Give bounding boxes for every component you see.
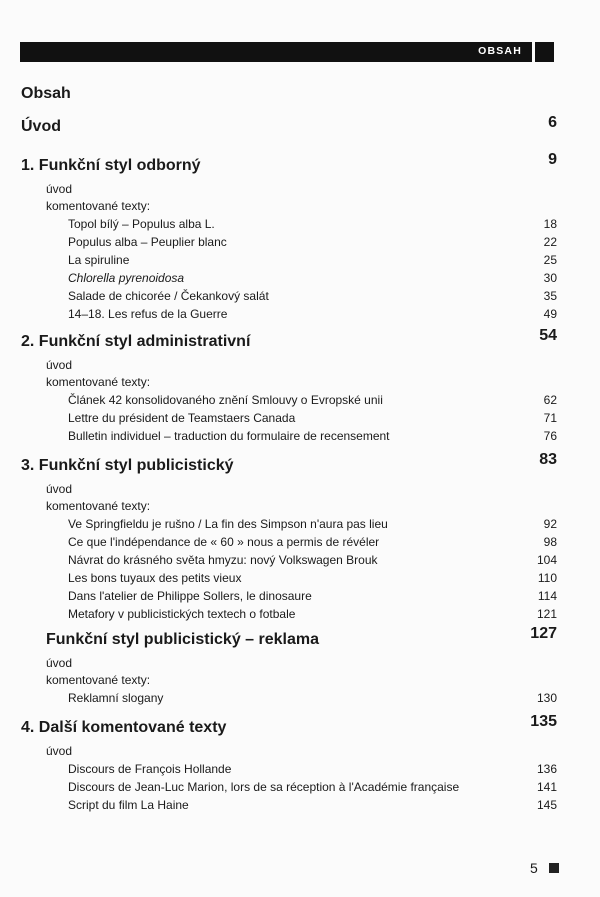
list-item: Script du film La Haine 145 [68,798,557,812]
list-item: Návrat do krásného světa hmyzu: nový Volkswagen Brouk 104 [68,553,557,567]
chapter-page: 54 [539,327,557,344]
running-header-label: OBSAH [478,45,522,57]
list-item: Reklamní slogany 130 [68,691,557,705]
running-header-bar [20,42,532,62]
list-item: Bulletin individuel – traduction du formulaire de recensement 76 [68,429,557,443]
toc-entry-intro-title: Úvod [21,118,61,135]
list-item: Discours de Jean-Luc Marion, lors de sa réception à l'Académie française 141 [68,780,557,794]
intro-label: úvod [46,358,73,372]
list-item: Ce que l'indépendance de « 60 » nous a permis de révéler 98 [68,535,557,549]
list-item: 14–18. Les refus de la Guerre 49 [68,307,557,321]
list-item: Salade de chicorée / Čekankový salát 35 [68,289,557,303]
chapter-title: 4. Další komentované texty [21,719,227,736]
list-item: Populus alba – Peuplier blanc 22 [68,235,557,249]
list-item: Les bons tuyaux des petits vieux 110 [68,571,557,585]
list-item: Lettre du président de Teamstaers Canada 71 [68,411,557,425]
texts-label: komentované texty: [46,375,151,389]
chapter-page: 127 [530,625,557,642]
chapter-page: 135 [530,713,557,730]
footer-square-marker [549,863,559,873]
chapter-title: 2. Funkční styl administrativní [21,333,251,350]
list-item: Discours de François Hollande 136 [68,762,557,776]
chapter-title: 3. Funkční styl publicistický [21,457,234,474]
toc-heading: Obsah [21,85,71,102]
intro-label: úvod [46,744,73,758]
list-item: Metafory v publicistických textech o fotbale 121 [68,607,557,621]
chapter-title: 1. Funkční styl odborný [21,157,201,174]
list-item: Chlorella pyrenoidosa 30 [68,271,557,285]
intro-label: úvod [46,482,73,496]
chapter-4 [21,713,557,814]
list-item: Ve Springfieldu je rušno / La fin des Simpson n'aura pas lieu 92 [68,517,557,531]
list-item: La spiruline 25 [68,253,557,267]
toc-entry-intro [21,114,557,140]
chapter-page: 83 [539,451,557,468]
texts-label: komentované texty: [46,673,151,687]
list-item: Dans l'atelier de Philippe Sollers, le dinosaure 114 [68,589,557,603]
intro-label: úvod [46,656,73,670]
chapter-3 [21,451,557,623]
page-number: 5 [530,860,538,876]
list-item: Článek 42 konsolidovaného znění Smlouvy o Evropské unii 62 [68,393,557,407]
list-item: Topol bílý – Populus alba L. 18 [68,217,557,231]
chapter-3-advertising [21,625,557,707]
texts-label: komentované texty: [46,499,151,513]
chapter-2 [21,327,557,445]
chapter-title: Funkční styl publicistický – reklama [46,631,319,648]
running-header-tab [535,42,554,62]
intro-label: úvod [46,182,73,196]
toc-entry-intro-page: 6 [548,114,557,131]
chapter-1 [21,151,557,323]
chapter-page: 9 [548,151,557,168]
texts-label: komentované texty: [46,199,151,213]
